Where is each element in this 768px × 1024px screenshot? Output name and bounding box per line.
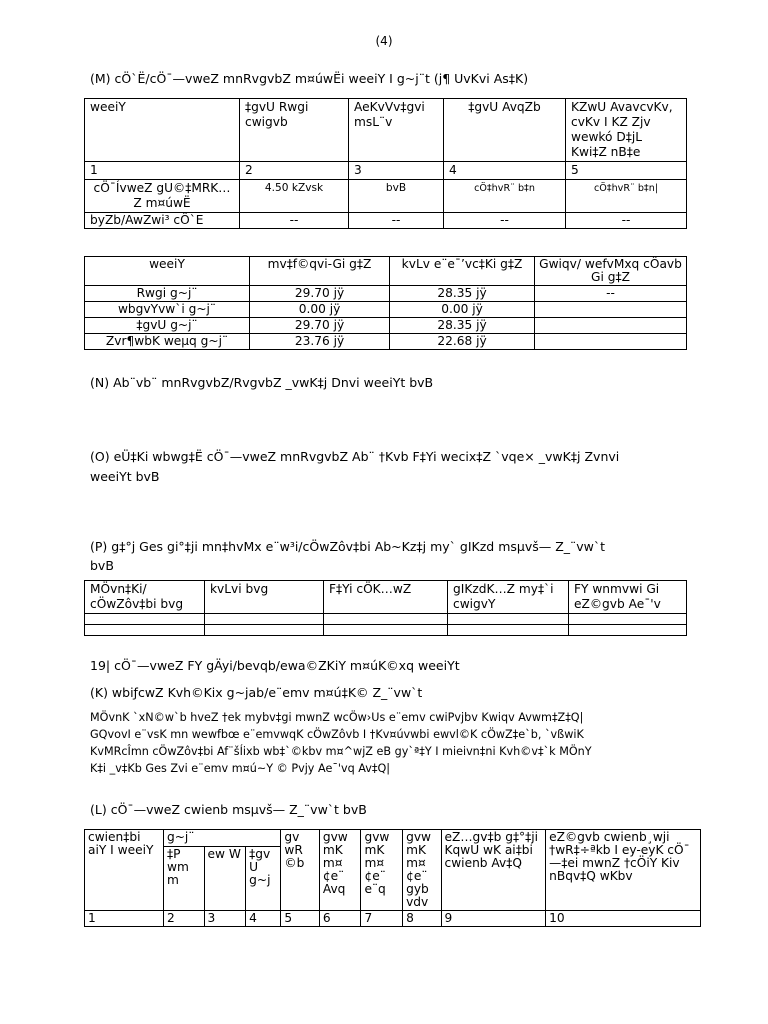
interest-table (84, 580, 687, 636)
table-cell: ‡gvU g~j¨ (85, 318, 250, 334)
table-cell: -- (240, 213, 349, 229)
column-number: 6 (319, 911, 361, 927)
header-cell: AeKvVv‡gvi msL¨v (349, 99, 444, 162)
table-cell: 28.35 jÿ (390, 318, 535, 334)
column-number: 2 (163, 911, 204, 927)
section-k-line: K‡i _v‡Kb Ges Zvi e¨emv m¤ú~Y © Pvjy Ae¯'vq Av‡Q| (90, 762, 391, 775)
column-number: 7 (361, 911, 403, 927)
header-cell: Gwiqv/ wefvMxq cÖavb Gi g‡Z (535, 257, 687, 286)
column-number: 2 (240, 162, 349, 180)
header-cell: FY wnmvwi Gi eZ©gvb Ae¯'v (569, 581, 687, 614)
table-cell: cÖ¯ÍvweZ gU©‡MRK…Z m¤úwË (85, 180, 240, 213)
header-cell: gv wR ©b (281, 830, 319, 911)
header-cell: ew W (204, 847, 246, 911)
table-cell: 29.70 jÿ (250, 318, 390, 334)
section-p-line2: bvB (90, 558, 114, 573)
header-cell: g~j¨ (163, 830, 280, 847)
table-cell: 22.68 jÿ (390, 334, 535, 350)
table-cell: wbgvYvw`i g~j¨ (85, 302, 250, 318)
column-number: 3 (349, 162, 444, 180)
column-number: 8 (403, 911, 441, 927)
table-row (85, 302, 687, 318)
table-cell: 28.35 jÿ (390, 286, 535, 302)
section-k-heading: (K) wbiƒcwZ Kvh©Kix g~jab/e¨emv m¤ú‡K© Z_¨vw`t (90, 685, 423, 700)
table-cell (569, 614, 687, 625)
section-o-line2: weeiYt bvB (90, 469, 160, 484)
table-cell (85, 614, 205, 625)
table-header-row (85, 99, 687, 162)
table-cell (205, 625, 324, 636)
column-number: 3 (204, 911, 246, 927)
table-cell (324, 614, 448, 625)
table-header-row (85, 581, 687, 614)
table-row (85, 180, 687, 213)
header-cell: KZwU AvavcvKv, cvKv I KZ Zjv wewkó D‡jL Kwi‡Z nB‡e (566, 99, 687, 162)
table-header-row (85, 830, 701, 847)
header-cell: eZ…gv‡b g‡°‡ji KqwU wK ai‡bi cwienb Av‡Q (441, 830, 546, 911)
table-cell: bvB (349, 180, 444, 213)
column-number-row (85, 911, 701, 927)
table-cell: cÖ‡hvR¨ b‡n (444, 180, 566, 213)
table-cell: byZb/AwZwi³ cÖ`E (85, 213, 240, 229)
table-cell (569, 625, 687, 636)
header-cell: eZ©gvb cwienb¸wji †wR‡÷ªkb I ey-eyK cÖ¯—‡ei mwnZ †cÖiY Kiv nBqv‡Q wKbv (546, 830, 701, 911)
header-cell: cwien‡bi aiY I weeiY (85, 830, 164, 911)
table-cell: -- (444, 213, 566, 229)
table-cell (535, 302, 687, 318)
property-table (84, 98, 687, 229)
column-number: 4 (246, 911, 281, 927)
section-m-heading: (M) cÖ`Ë/cÖ¯—vweZ mnRvgvbZ m¤úwËi weeiY I g~j¨t (j¶ UvKvi As‡K) (90, 71, 529, 86)
header-cell: gvw mK m¤ ¢e¨ e¨q (361, 830, 403, 911)
valuation-table (84, 256, 687, 350)
header-cell: gvw mK m¤ ¢e¨ gyb vdv (403, 830, 441, 911)
section-n-text: (N) Ab¨vb¨ mnRvgvbZ/RvgvbZ _vwK‡j Dnvi weeiYt bvB (90, 375, 434, 390)
section-o-line1: (O) eÜ‡Ki wbwg‡Ë cÖ¯—vweZ mnRvgvbZ Ab¨ †Kvb F‡Yi wecix‡Z `vqe× _vwK‡j Zvnvi (90, 449, 620, 464)
section-19-heading: 19| cÖ¯—vweZ FY gÄyi/bevqb/ewa©ZKiY m¤úK©xq weeiYt (90, 658, 460, 673)
header-cell: ‡gvU Rwgi cwigvb (240, 99, 349, 162)
table-header-row (85, 257, 687, 286)
header-cell: ‡gvU AvqZb (444, 99, 566, 162)
section-l-heading: (L) cÖ¯—vweZ cwienb msµvš— Z_¨vw`t bvB (90, 802, 367, 817)
table-cell: 23.76 jÿ (250, 334, 390, 350)
table-cell: 0.00 jÿ (390, 302, 535, 318)
table-cell (85, 625, 205, 636)
column-number: 5 (281, 911, 319, 927)
table-cell (535, 318, 687, 334)
column-number-row (85, 162, 687, 180)
table-row (85, 318, 687, 334)
table-cell: 4.50 kZvsk (240, 180, 349, 213)
column-number: 1 (85, 911, 164, 927)
transport-table (84, 829, 701, 927)
section-p-line1: (P) g‡°j Ges gi°‡ji mn‡hvMx e¨w³i/cÖwZôv‡bi Ab~Kz‡j my` gIKzd msµvš— Z_¨vw`t (90, 539, 606, 554)
table-cell (535, 334, 687, 350)
column-number: 10 (546, 911, 701, 927)
header-cell: kvLvi bvg (205, 581, 324, 614)
header-cell: ‡gv U g~j (246, 847, 281, 911)
header-cell: MÖvn‡Ki/ cÖwZôv‡bi bvg (85, 581, 205, 614)
table-row (85, 334, 687, 350)
header-cell: F‡Yi cÖK…wZ (324, 581, 448, 614)
header-cell: ‡P wm m (163, 847, 204, 911)
table-cell: Zvr¶wbK weµq g~j¨ (85, 334, 250, 350)
table-row (85, 625, 687, 636)
table-row (85, 286, 687, 302)
table-cell: cÖ‡hvR¨ b‡n| (566, 180, 687, 213)
table-cell: -- (349, 213, 444, 229)
header-cell: gIKzdK…Z my‡`i cwigvY (448, 581, 569, 614)
table-cell: 29.70 jÿ (250, 286, 390, 302)
table-row (85, 614, 687, 625)
column-number: 4 (444, 162, 566, 180)
table-cell (205, 614, 324, 625)
table-cell: -- (535, 286, 687, 302)
header-cell: kvLv e¨e¯’vc‡Ki g‡Z (390, 257, 535, 286)
table-cell (324, 625, 448, 636)
table-cell: -- (566, 213, 687, 229)
column-number: 9 (441, 911, 546, 927)
section-k-line: KvMRcÎmn cÖwZôv‡bi Af¨šÍixb wb‡`©kbv m¤^wjZ eB gy`ª‡Y I mieivn‡ni Kvh©v‡`k MÖnY (90, 745, 592, 758)
header-cell: mv‡f©qvi-Gi g‡Z (250, 257, 390, 286)
header-cell: weeiY (85, 257, 250, 286)
table-row (85, 213, 687, 229)
column-number: 5 (566, 162, 687, 180)
table-cell: Rwgi g~j¨ (85, 286, 250, 302)
page-number: (4) (375, 34, 393, 48)
table-cell (448, 625, 569, 636)
column-number: 1 (85, 162, 240, 180)
table-cell (448, 614, 569, 625)
section-k-line: MÖvnK `xN©w`b hveZ †ek mybv‡gi mwnZ wcÖw›Us e¨emv cwiPvjbv Kwiqv Avwm‡Z‡Q| (90, 711, 584, 724)
header-cell: weeiY (85, 99, 240, 162)
section-k-line: GQvovI e¨vsK mn wewfbœ e¨emvwqK cÖwZôvb I †Kv¤úvwbi ewvl©K cÖwZ‡e`b, `vßwiK (90, 728, 584, 741)
table-cell: 0.00 jÿ (250, 302, 390, 318)
header-cell: gvw mK m¤ ¢e¨ Avq (319, 830, 361, 911)
